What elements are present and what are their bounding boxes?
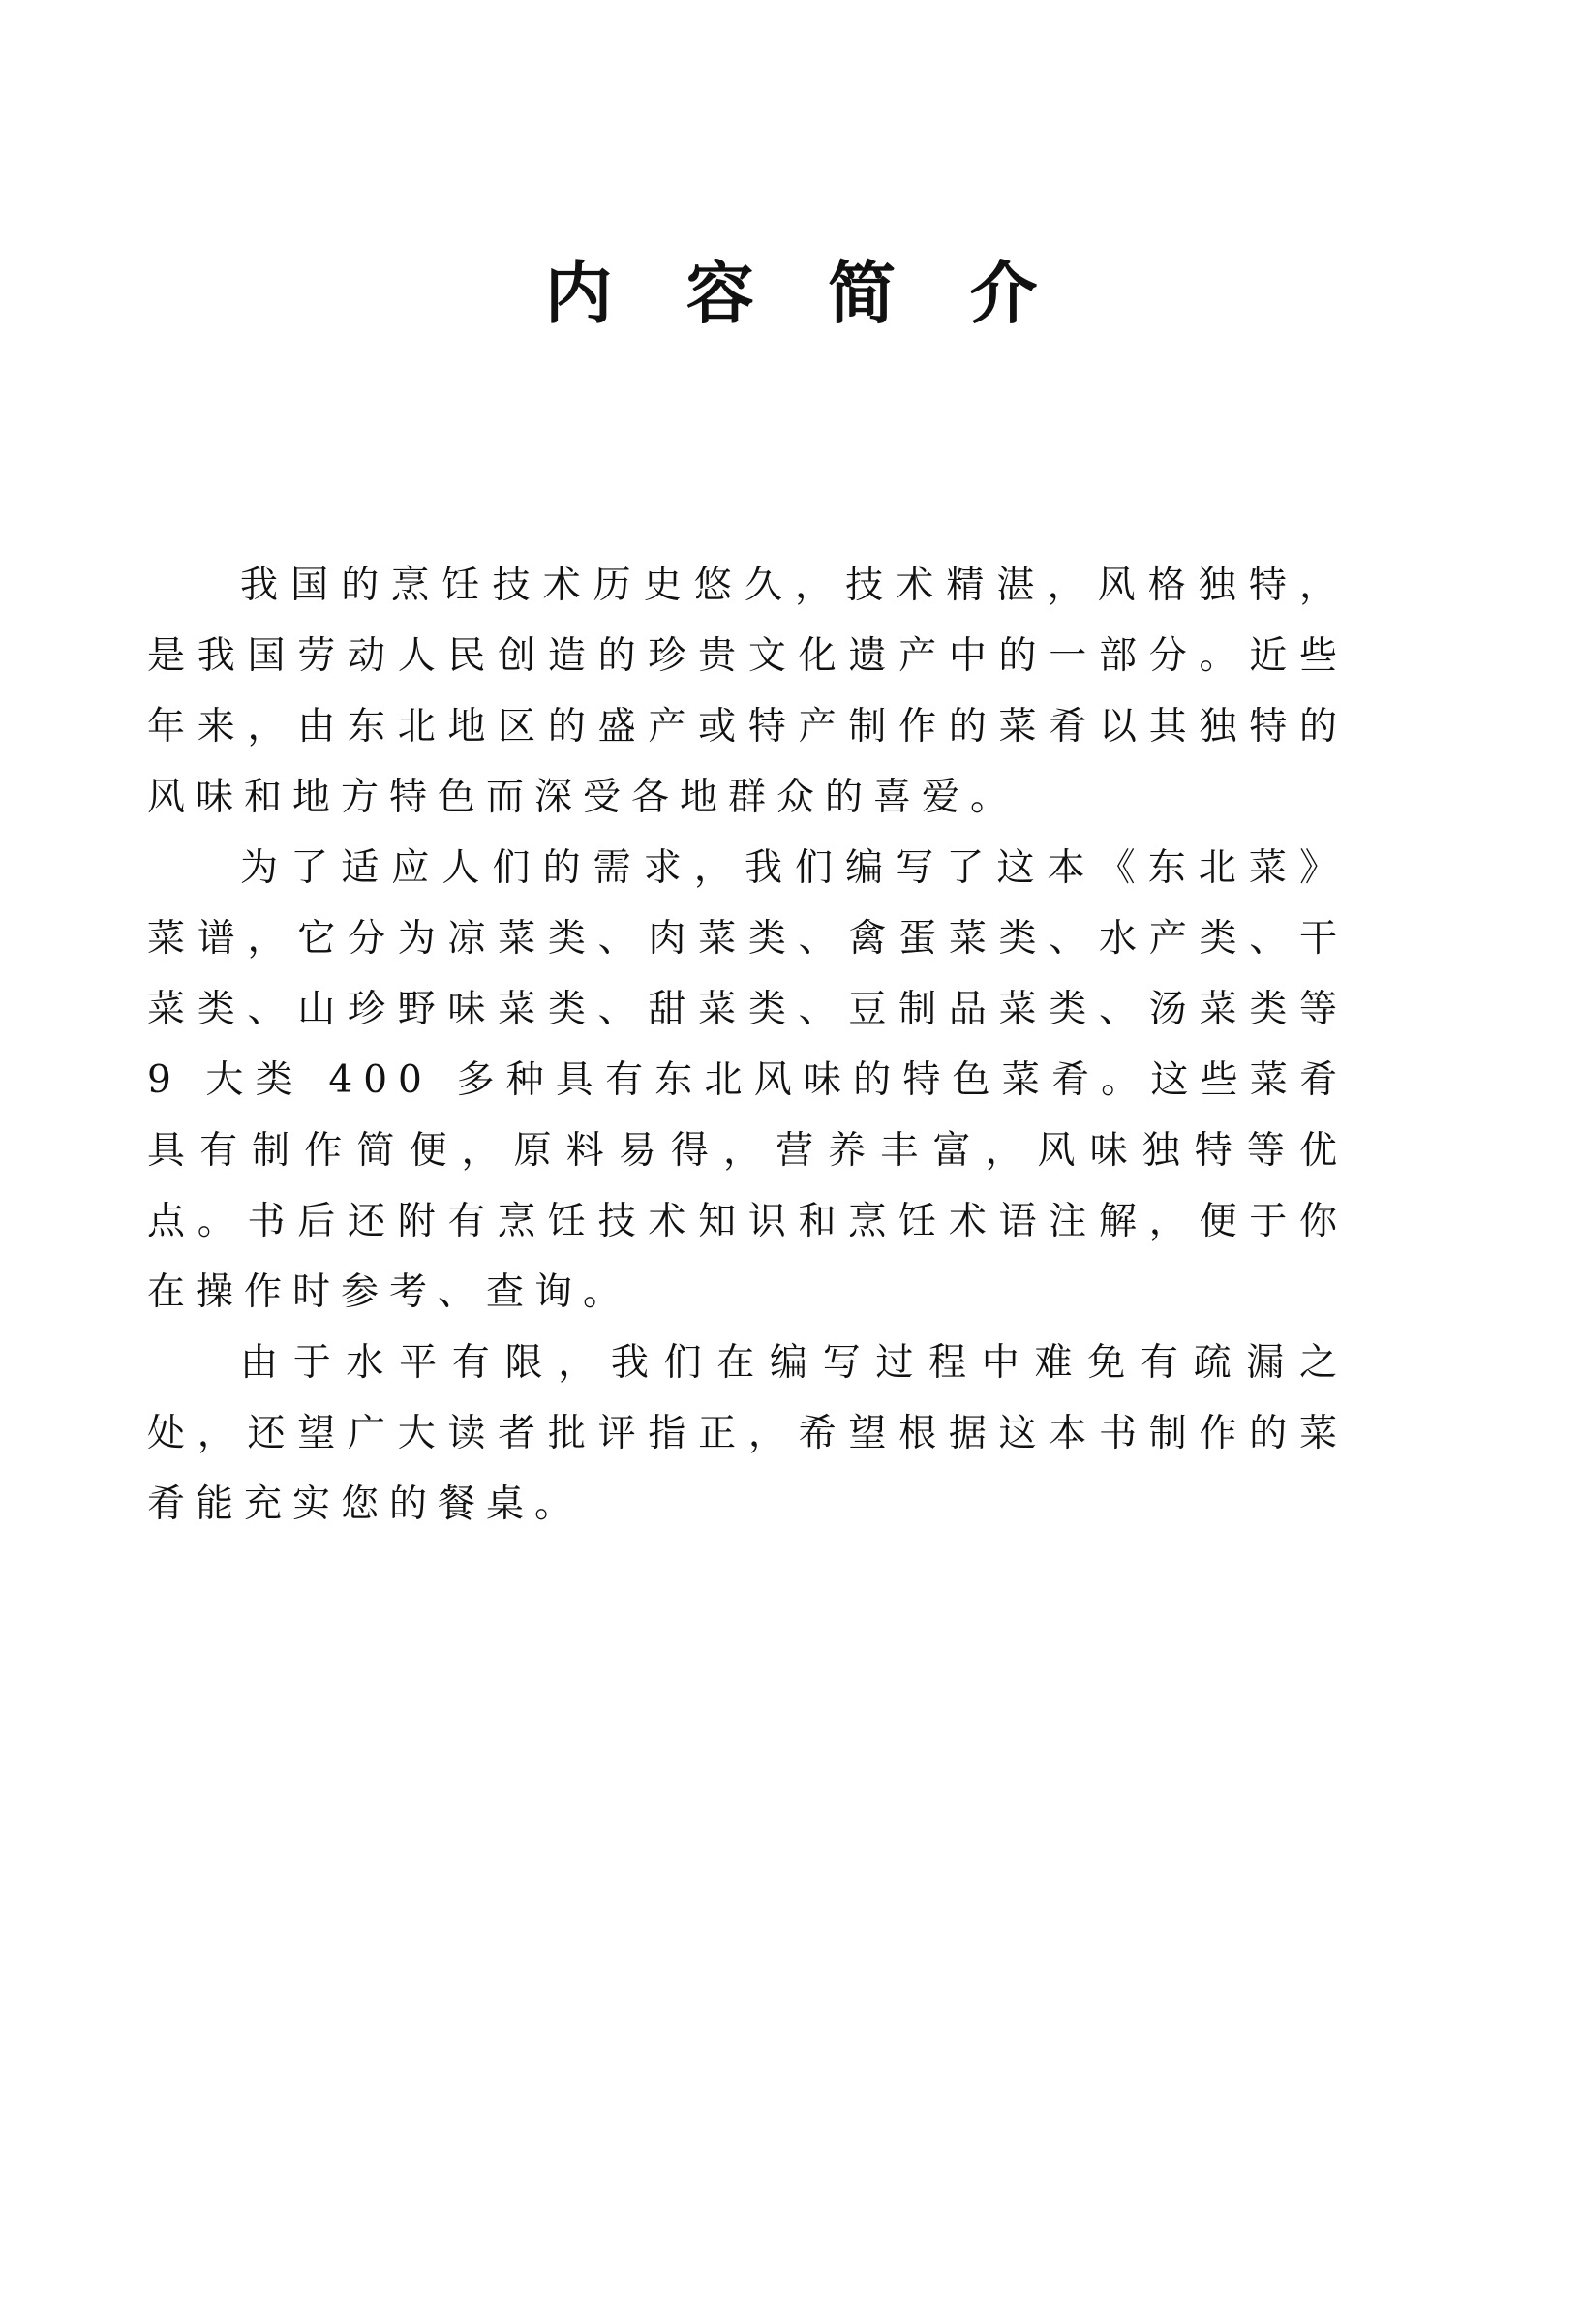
page-title: 内 容 简 介 — [544, 253, 1063, 333]
paragraph-contents: 为了适应人们的需求，我们编写了这本《东北菜》菜谱，它分为凉菜类、肉菜类、禽蛋菜类、水产类、干菜类、山珍野味菜类、甜菜类、豆制品菜类、汤菜类等 9 大类 400 多种具有东北风味的特色菜肴。这些菜肴具有制作简便，原料易得，营养丰富，风味独特等优点。书后还附有烹饪技术知识和烹饪术语注解，便于你在操作时参考、查询。 — [147, 846, 1348, 1314]
paragraph-closing: 由于水平有限，我们在编写过程中难免有疏漏之处，还望广大读者批评指正，希望根据这本书制作的菜肴能充实您的餐桌。 — [147, 1341, 1348, 1526]
summary-body — [147, 550, 1348, 1540]
paragraph-intro: 我国的烹饪技术历史悠久，技术精湛，风格独特，是我国劳动人民创造的珍贵文化遗产中的一部分。近些年来，由东北地区的盛产或特产制作的菜肴以其独特的风味和地方特色而深受各地群众的喜爱。 — [147, 564, 1348, 819]
